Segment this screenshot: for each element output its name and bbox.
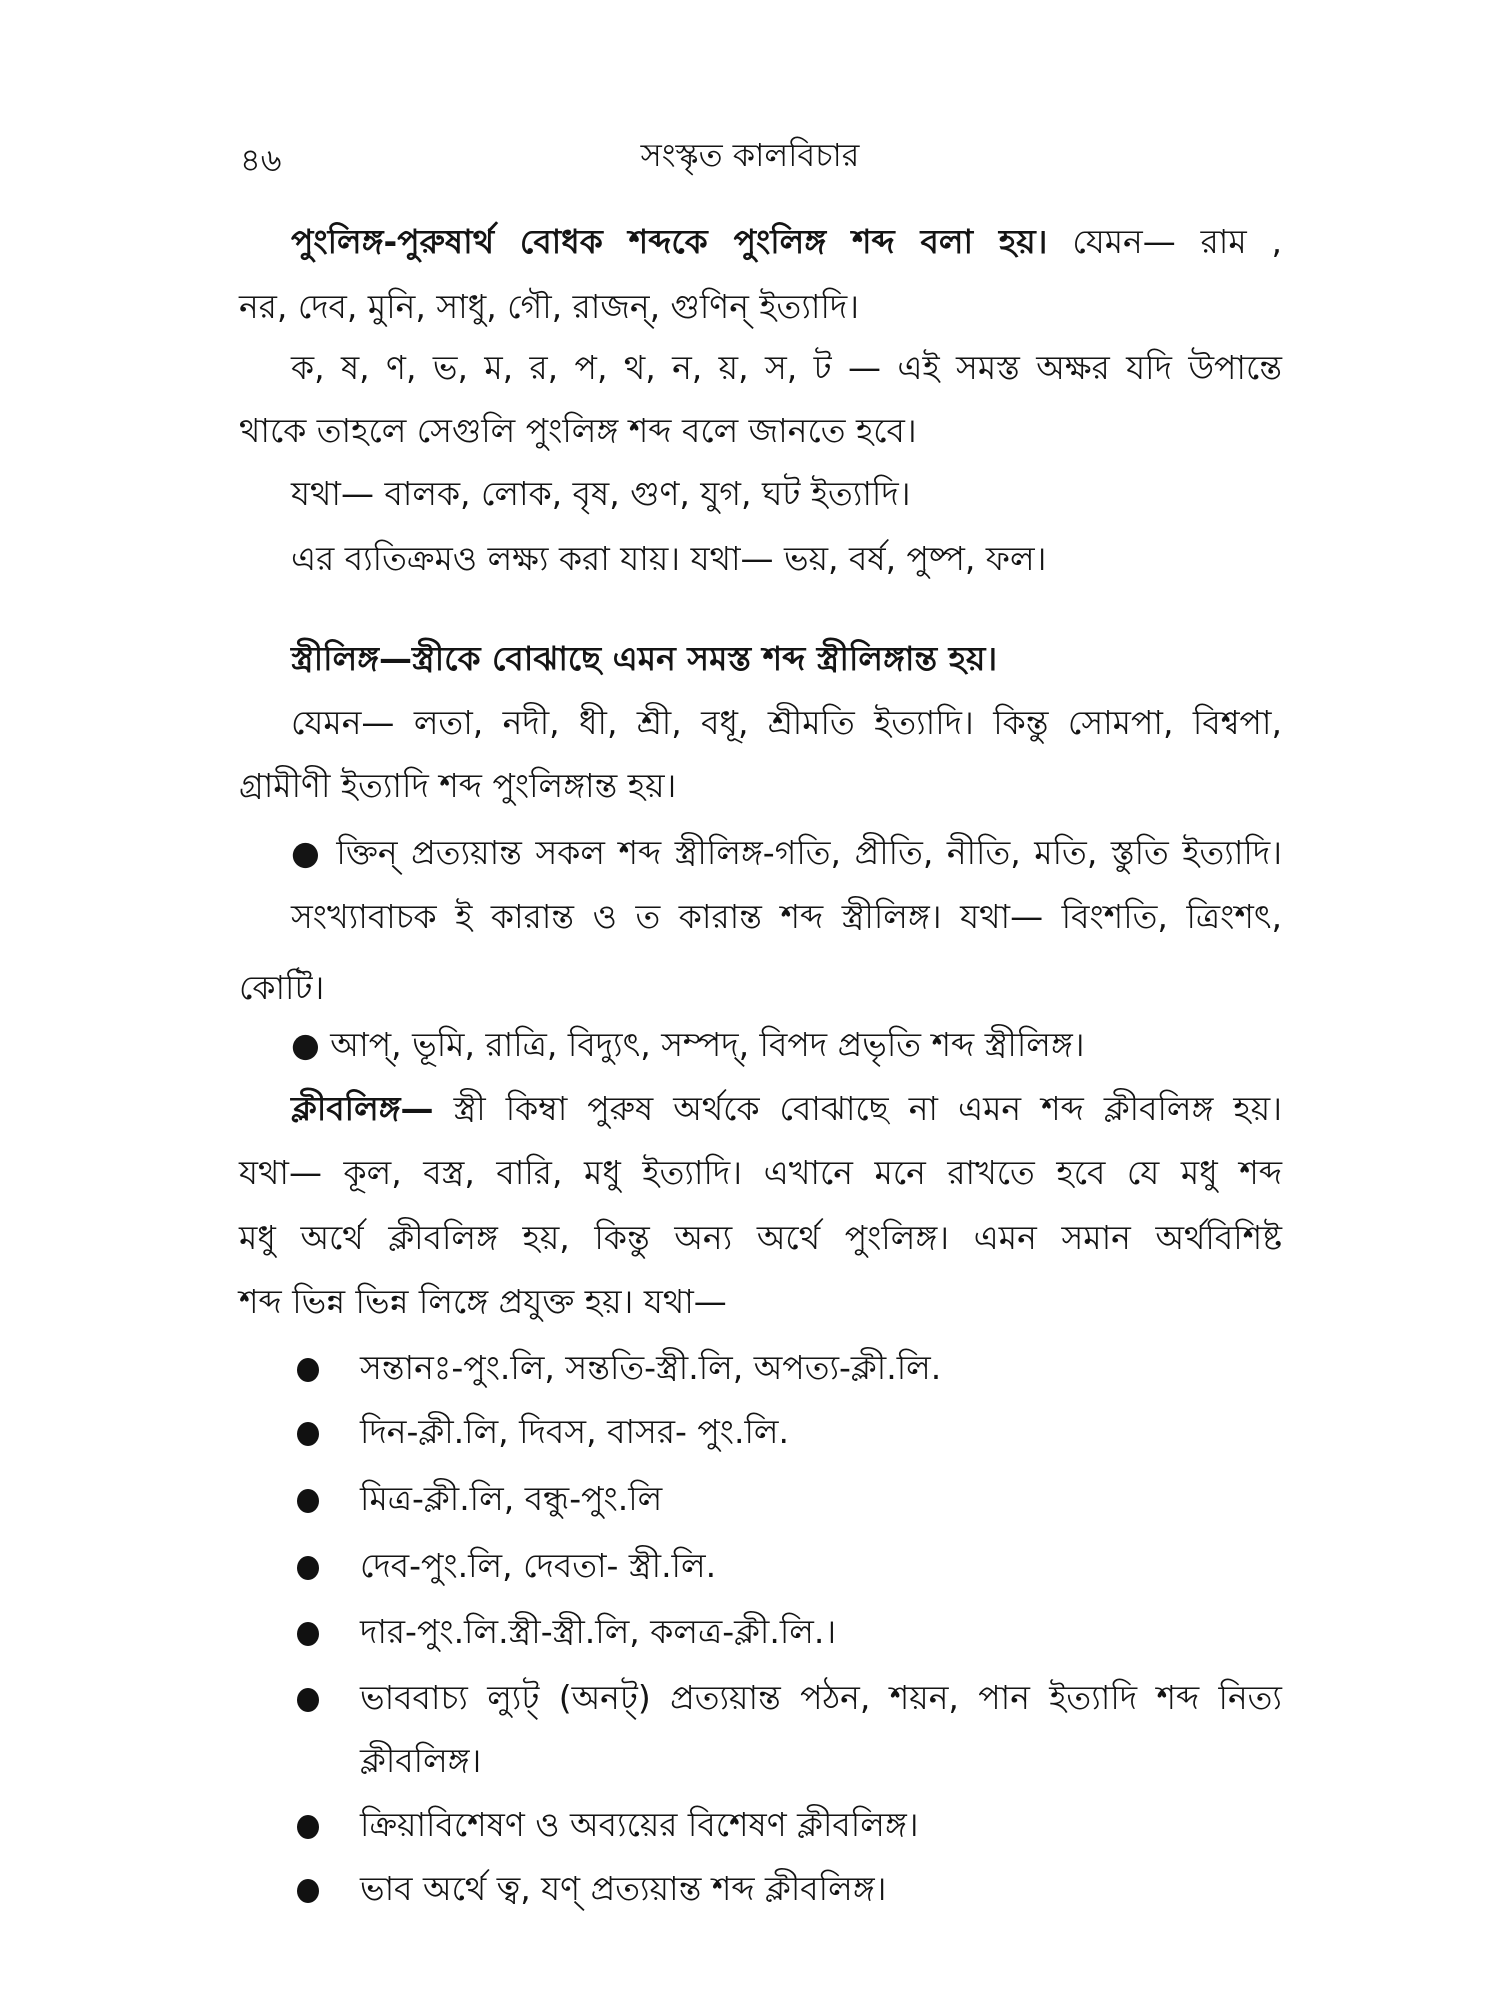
text-segment: গ্রামীণী ইত্যাদি শব্দ পুংলিঙ্গান্ত হয়। bbox=[239, 766, 677, 805]
bullet-item-text: ভাববাচ্য ল্যুট্ (অনট্) প্রত্যয়ান্ত পঠন, শয়ন, পান ইত্যাদি শব্দ নিত্য bbox=[360, 1678, 1282, 1717]
text-segment: যেমন— রাম , bbox=[1047, 222, 1282, 261]
bold-term: ক্লীবলিঙ্গ— bbox=[291, 1089, 434, 1128]
text-line bbox=[291, 701, 1282, 745]
text-line bbox=[291, 346, 1282, 390]
bullet-icon bbox=[297, 1815, 319, 1839]
text-line bbox=[239, 1151, 1282, 1195]
text-segment: শব্দ ভিন্ন ভিন্ন লিঙ্গে প্রযুক্ত হয়। যথা— bbox=[239, 1282, 727, 1321]
bullet-icon bbox=[297, 1622, 319, 1646]
bullet-icon bbox=[297, 1688, 319, 1712]
bold-term: স্ত্রীলিঙ্গ—স্ত্রীকে বোঝাছে এমন সমস্ত শব্দ স্ত্রীলিঙ্গান্ত হয়। bbox=[291, 639, 998, 678]
bullet-item-text: দার-পুং.লি.স্ত্রী-স্ত্রী.লি, কলত্র-ক্লী.লি.। bbox=[360, 1612, 837, 1651]
text-line bbox=[291, 637, 997, 681]
text-segment: স্ত্রী কিম্বা পুরুষ অর্থকে বোঝাছে না এমন শব্দ ক্লীবলিঙ্গ হয়। bbox=[433, 1089, 1282, 1128]
text-line bbox=[239, 409, 917, 453]
text-segment: নর, দেব, মুনি, সাধু, গৌ, রাজন্, গুণিন্ ইত্যাদি। bbox=[239, 287, 860, 326]
bullet-item-text: ভাব অর্থে ত্ব, যণ্ প্রত্যয়ান্ত শব্দ ক্লীবলিঙ্গ। bbox=[360, 1869, 887, 1908]
text-line bbox=[291, 831, 1282, 875]
bullet-item-text: সন্তানঃ-পুং.লি, সন্ততি-স্ত্রী.লি, অপত্য-ক্লী.লি. bbox=[360, 1348, 942, 1387]
bullet-item-text: দেব-পুং.লি, দেবতা- স্ত্রী.লি. bbox=[360, 1546, 717, 1585]
bullet-icon bbox=[297, 1489, 319, 1513]
text-line bbox=[239, 1280, 727, 1324]
bullet-item-text: মিত্র-ক্লী.লি, বন্ধু-পুং.লি bbox=[360, 1479, 663, 1518]
text-line bbox=[239, 1216, 1282, 1260]
page-number: ৪৬ bbox=[240, 141, 282, 179]
text-line bbox=[291, 1087, 1282, 1131]
text-line bbox=[239, 966, 324, 1010]
text-segment: থাকে তাহলে সেগুলি পুংলিঙ্গ শব্দ বলে জানতে হবে। bbox=[239, 411, 917, 450]
text-segment: যথা— কূল, বস্ত্র, বারি, মধু ইত্যাদি। এখানে মনে রাখতে হবে যে মধু শব্দ bbox=[239, 1153, 1282, 1192]
text-segment: কোটি। bbox=[239, 968, 325, 1007]
text-line bbox=[291, 472, 911, 516]
bullet-icon bbox=[297, 1556, 319, 1580]
text-line bbox=[239, 285, 859, 329]
bullet-item-text: ক্রিয়াবিশেষণ ও অব্যয়ের বিশেষণ ক্লীবলিঙ্গ। bbox=[360, 1805, 919, 1844]
text-segment: যেমন— লতা, নদী, ধী, শ্রী, বধূ, শ্রীমতি ইত্যাদি। কিন্তু সোমপা, বিশ্বপা, bbox=[291, 703, 1282, 742]
bullet-item-text: ক্লীবলিঙ্গ। bbox=[360, 1741, 482, 1780]
bold-term: পুংলিঙ্গ-পুরুষার্থ বোধক শব্দকে পুংলিঙ্গ শব্দ বলা হয়। bbox=[291, 222, 1048, 261]
text-line bbox=[291, 895, 1282, 939]
text-segment: মধু অর্থে ক্লীবলিঙ্গ হয়, কিন্তু অন্য অর্থে পুংলিঙ্গ। এমন সমান অর্থবিশিষ্ট bbox=[239, 1218, 1282, 1257]
text-line bbox=[291, 537, 1046, 581]
text-line bbox=[291, 220, 1282, 264]
text-line bbox=[291, 1023, 1085, 1067]
text-line bbox=[239, 764, 676, 808]
bullet-icon bbox=[297, 1879, 319, 1903]
bullet-icon bbox=[297, 1358, 319, 1382]
text-segment: ● আপ্, ভূমি, রাত্রি, বিদ্যুৎ, সম্পদ্, বিপদ প্রভৃতি শব্দ স্ত্রীলিঙ্গ। bbox=[291, 1025, 1085, 1064]
text-segment: ● ক্তিন্ প্রত্যয়ান্ত সকল শব্দ স্ত্রীলিঙ্গ-গতি, প্রীতি, নীতি, মতি, স্তুতি ইত্যাদি। bbox=[291, 833, 1282, 872]
bullet-icon bbox=[297, 1422, 319, 1446]
text-segment: যথা— বালক, লোক, বৃষ, গুণ, যুগ, ঘট ইত্যাদি। bbox=[291, 474, 911, 513]
text-segment: ক, ষ, ণ, ভ, ম, র, প, থ, ন, য়, স, ট — এই সমস্ত অক্ষর যদি উপান্তে bbox=[291, 348, 1282, 387]
text-segment: এর ব্যতিক্রমও লক্ষ্য করা যায়। যথা— ভয়, বর্ষ, পুষ্প, ফল। bbox=[291, 539, 1047, 578]
text-segment: সংখ্যাবাচক ই কারান্ত ও ত কারান্ত শব্দ স্ত্রীলিঙ্গ। যথা— বিংশতি, ত্রিংশৎ, bbox=[291, 897, 1282, 936]
bullet-item-text: দিন-ক্লী.লি, দিবস, বাসর- পুং.লি. bbox=[360, 1412, 789, 1451]
running-title: সংস্কৃত কালবিচার bbox=[640, 136, 860, 174]
